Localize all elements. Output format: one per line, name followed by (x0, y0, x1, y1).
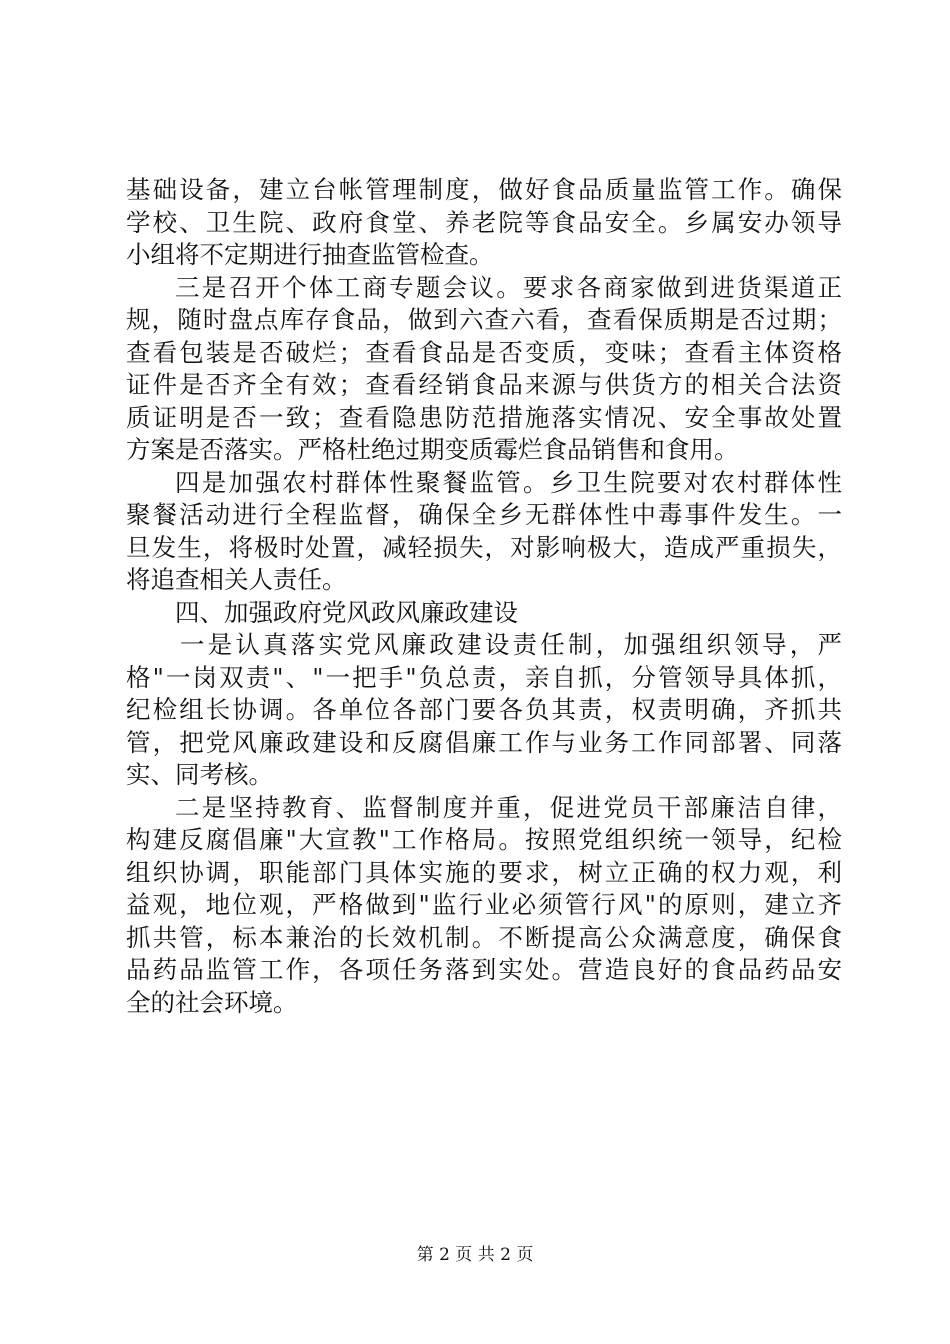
text-line: 基础设备，建立台帐管理制度，做好食品质量监管工作。确保 (126, 175, 842, 204)
text-line: 小组将不定期进行抽查监管检查。 (126, 240, 494, 269)
text-line: 三是召开个体工商专题会议。要求各商家做到进货渠道正 (175, 272, 842, 302)
text-line: 学校、卫生院、政府食堂、养老院等食品安全。乡属安办领导 (126, 207, 842, 237)
text-line: 全的社会环境。 (126, 987, 298, 1017)
text-line: 二是坚持教育、监督制度并重，促进党员干部廉洁自律， (175, 792, 842, 822)
text-line: 一是认真落实党风廉政建设责任制，加强组织领导，严 (179, 630, 842, 659)
text-line: 组织协调，职能部门具体实施的要求，树立正确的权力观，利 (126, 857, 842, 887)
text-line: 益观，地位观，严格做到"监行业必须管行风"的原则，建立齐 (126, 890, 842, 919)
text-line: 四、加强政府党风政风廉政建设 (175, 597, 518, 627)
text-line: 将追查相关人责任。 (126, 565, 347, 594)
text-line: 方案是否落实。严格杜绝过期变质霉烂食品销售和食用。 (126, 435, 739, 464)
text-line: 实、同考核。 (126, 760, 273, 789)
page-footer: 第 2 页 共 2 页 (416, 1245, 534, 1265)
text-line: 查看包装是否破烂；查看食品是否变质，变味；查看主体资格 (126, 337, 842, 367)
text-line: 聚餐活动进行全程监督，确保全乡无群体性中毒事件发生。一 (126, 500, 842, 529)
text-line: 质证明是否一致；查看隐患防范措施落实情况、安全事故处置 (126, 402, 842, 432)
text-line: 证件是否齐全有效；查看经销食品来源与供货方的相关合法资 (126, 370, 842, 399)
text-line: 格"一岗双责"、"一把手"负总责，亲自抓，分管领导具体抓， (126, 662, 842, 692)
text-line: 构建反腐倡廉"大宣教"工作格局。按照党组织统一领导，纪检 (126, 825, 842, 854)
text-line: 规，随时盘点库存食品，做到六查六看，查看保质期是否过期； (126, 305, 842, 334)
text-line: 品药品监管工作，各项任务落到实处。营造良好的食品药品安 (126, 955, 842, 984)
text-line: 抓共管，标本兼治的长效机制。不断提高公众满意度，确保食 (126, 922, 842, 952)
text-line: 纪检组长协调。各单位各部门要各负其责，权责明确，齐抓共 (126, 695, 842, 724)
text-line: 管，把党风廉政建设和反腐倡廉工作与业务工作同部署、同落 (126, 727, 842, 757)
text-line: 旦发生，将极时处置，减轻损失，对影响极大，造成严重损失， (126, 532, 842, 562)
document-body (126, 174, 842, 1019)
text-line: 四是加强农村群体性聚餐监管。乡卫生院要对农村群体性 (175, 467, 842, 497)
